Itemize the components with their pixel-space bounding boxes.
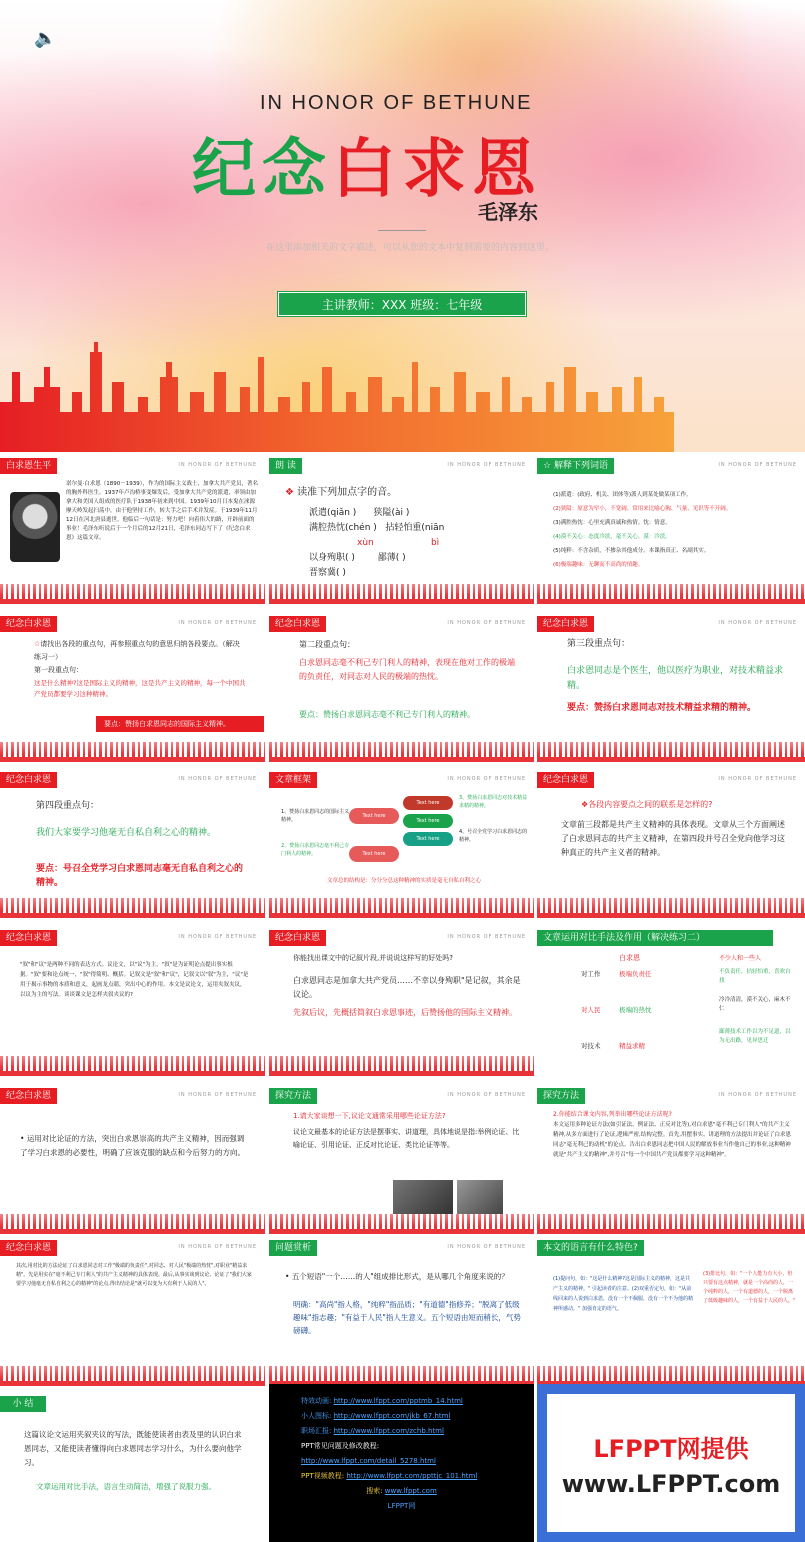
footer-skyline: [269, 1056, 534, 1076]
slide-tag: IN HONOR OF BETHUNE: [447, 1092, 526, 1098]
slide-method-2[interactable]: [537, 1088, 805, 1234]
para1-sub: 第一段重点句：: [34, 666, 83, 674]
row-label: 对技术: [581, 1042, 601, 1050]
fragment-question: 你能找出课文中的记叙片段,并说说这样写的好处吗?: [293, 954, 453, 962]
slide-summary[interactable]: [0, 1396, 265, 1542]
link-video[interactable]: http://www.lfppt.com/ppttjc_101.html: [346, 1472, 478, 1480]
slide-header: 小 结: [0, 1396, 46, 1412]
slide-tag: IN HONOR OF BETHUNE: [178, 462, 257, 468]
slide-tag: IN HONOR OF BETHUNE: [178, 620, 257, 626]
slide-tag: IN HONOR OF BETHUNE: [178, 1244, 257, 1250]
slide-narrative-fragment[interactable]: [269, 930, 534, 1076]
slide-header: 纪念白求恩: [537, 616, 594, 632]
slide-header: 问题赏析: [269, 1240, 317, 1256]
slide-tag: IN HONOR OF BETHUNE: [447, 1244, 526, 1250]
connection-question: ❖各段内容要点之间的联系是怎样的?: [581, 800, 713, 809]
para2-sub: 第二段重点句：: [299, 640, 355, 649]
footer-skyline: [0, 584, 265, 604]
link-label: 职场汇报:: [301, 1427, 332, 1435]
diagram-box: Text here: [349, 808, 399, 824]
para2-point: 要点：赞扬白求恩同志毫不利己专门利人的精神。: [299, 710, 475, 719]
link-label: 小人图标:: [301, 1412, 332, 1420]
diagram-box: Text here: [403, 796, 453, 810]
col-header-bethune: 白求恩: [619, 954, 640, 962]
slide-para3[interactable]: [537, 616, 805, 762]
para4-sub: 第四段重点句：: [36, 801, 100, 811]
para3-sub: 第三段重点句：: [567, 639, 631, 649]
slide-narrative-argument[interactable]: [0, 930, 265, 1076]
row-label: 对工作: [581, 970, 601, 978]
slide-tag: IN HONOR OF BETHUNE: [718, 620, 797, 626]
slide-tag: IN HONOR OF BETHUNE: [447, 620, 526, 626]
row-others: 不负责任，拈轻怕重，喜欢自找: [719, 969, 791, 984]
method2-body: 本文运用多种论证方法(如引证法、例证法、正反对比等),对白求恩"毫不利己专门利人"的共产主义精神,从多方面进行了论证,逻辑严密,结构完整。首先,用摆事实、讲道理的方法提出并论证了白求恩同志"毫无利己的动机"的论点。告出白求恩同志把中国人民的解放事业当作他自己的事业,这种精神就是"共产主义的精神",并号召"每一个中国共产党员都要学习这种精神"。: [553, 1122, 791, 1158]
bio-text: 诺尔曼·白求恩（1890－1939），作为的国际主义战士，加拿大共产党员，著名的胸外科医生。1937年卢沟桥事变爆发后，受加拿大共产党的派遣，率领由加拿大和美国人组成的医疗队于1938年初来到中国。1939年10月日本鬼在涞源摩天岭发起扫荡中，由于他坚持工作，转大手之后手术并发症。于1939年11月12日在河北唐县逝世。他临后一句话是：努力吧！向着伟大的路，开辟前面的事业！毛泽东听说后于一个月后的12月21日，毛泽东同志写下了《纪念白求恩》这篇文章。: [66, 481, 258, 541]
slide-header: 纪念白求恩: [537, 772, 594, 788]
summary-body: 这篇议论文运用夹叙夹议的写法，既能使读者由表及里的认识白求恩同志，又能使读者懂得向白求恩同志学习什么，为什么要向他学习。: [24, 1430, 242, 1467]
title-part-green: 纪念: [192, 132, 332, 207]
summary-body2: 文章运用对比手法，语言生动简洁，增强了说服力强。: [36, 1482, 216, 1491]
slide-tag: IN HONOR OF BETHUNE: [178, 934, 257, 940]
slide-tag: IN HONOR OF BETHUNE: [718, 462, 797, 468]
para1-point: 要点：赞扬白求恩同志的国际主义精神。: [96, 716, 264, 732]
slide-connection[interactable]: [537, 772, 805, 918]
row-bethune: 精益求精: [619, 1042, 645, 1050]
diagram-box: Text here: [349, 846, 399, 862]
narrative-body: "叙"和"议"是两种不同的表达方式。议论文，以"议"为主，"叙"是为证明论点提出事实根据。"叙"要和论点统一，"叙"得简明、概括。记叙文是"叙"和"议"，记叙文以"叙"为主，"议"是用于揭示事物的本质和意义，起画龙点睛，突出中心的作用。本文是议论文，运用夹叙夹议，以议为主的写法。谈谈课文是怎样夹叙夹议的?: [20, 962, 249, 998]
diagram-box: Text here: [403, 832, 453, 846]
english-title: IN HONOR OF BETHUNE: [260, 92, 533, 114]
para4-point: 要点：号召全党学习白求恩同志毫无自私自利之心的精神。: [36, 864, 244, 888]
slide-vocabulary[interactable]: [537, 458, 805, 604]
framework-point-3: 3、赞扬白求恩同志对技术精益求精的精神。: [459, 795, 528, 809]
footer-skyline: [269, 742, 534, 762]
framework-point-4: 4、号召全党学习白求恩同志的精神。: [459, 829, 528, 843]
method-question: 1.请大家谈想一下,议论文通常采用哪些论证方法?: [293, 1112, 446, 1120]
slide-question-analysis[interactable]: [269, 1240, 534, 1386]
footer-skyline: [269, 898, 534, 918]
link-search[interactable]: www.lfppt.com: [384, 1487, 437, 1495]
link-icons[interactable]: http://www.lfppt.com/jkb_67.html: [333, 1412, 451, 1420]
link-label: 特效动画:: [301, 1397, 332, 1405]
footer-skyline: [0, 898, 265, 918]
lfppt-ad-panel: [537, 1384, 805, 1542]
question-body: • 五个短语"一个……的人"组成排比形式，是从哪几个角度来说的？: [285, 1272, 509, 1281]
question-answer: 明确："高尚"指人格，"纯粹"指品质；"有道德"指修养；"脱离了低级趣味"指志趣；"有益于人民"指人生意义。五个短语由短而稍长，气势磅礴。: [293, 1300, 521, 1335]
contrast-summary-body: • 运用对比论证的方法，突出白求恩崇高的共产主义精神，因而强调了学习白求恩的必要性，明确了应该克服的缺点和今后努力的方向。: [20, 1134, 245, 1157]
slide-framework[interactable]: [269, 772, 534, 918]
reading-list: 派遣(qiǎn ) 狭隘(ài ) 满腔热忱(chén ) 拈轻怕重(niān xùn bì 以身殉职( ) 鄙薄( ) 晋察冀( ): [309, 508, 445, 578]
reading-question: ❖ 读准下列加点字的音。: [285, 487, 398, 498]
title-slide: [0, 0, 805, 452]
method2-question: 2.你能结合课文内容,列举出哪些论证方法呢?: [553, 1111, 672, 1118]
slide-tag: IN HONOR OF BETHUNE: [178, 1092, 257, 1098]
para4-quote: 我们大家要学习他毫无自私自利之心的精神。: [36, 828, 217, 838]
title-part-red: 白求恩: [332, 132, 542, 207]
para3-quote: 白求恩同志是个医生，他以医疗为职业，对技术精益求精。: [567, 666, 784, 691]
link-faq-label: PPT常见问题及修改教程:: [301, 1442, 380, 1450]
ad-line-1: LFPPT网提供: [593, 1434, 749, 1463]
slide-header: 纪念白求恩: [0, 930, 57, 946]
fragment-answer: 先叙后议，先概括简叙白求恩事迹，后赞扬他的国际主义精神。: [293, 1008, 517, 1017]
site-name: LFPPT网: [387, 1502, 416, 1510]
speaker-icon[interactable]: 🔈: [34, 28, 57, 49]
slide-header: 纪念白求恩: [269, 616, 326, 632]
slide-header: 纪念白求恩: [0, 616, 57, 632]
slide-para4[interactable]: [0, 772, 265, 918]
slide-tag: IN HONOR OF BETHUNE: [718, 1092, 797, 1098]
slide-header: 纪念白求恩: [0, 1088, 57, 1104]
slide-header: 朗 读: [269, 458, 302, 474]
slide-header: 探究方法: [269, 1088, 317, 1104]
slide-para1[interactable]: [0, 616, 265, 762]
footer-skyline: [269, 584, 534, 604]
row-others: 鄙薄技术工作以为不足道，以为无出路，见异思迁: [719, 1029, 791, 1044]
slide-header: 文章运用对比手法及作用（解决练习二）: [537, 930, 773, 946]
footer-skyline: [0, 1056, 265, 1076]
footer-skyline: [537, 1366, 805, 1386]
row-others: 冷冷清清，漠不关心，麻木不仁: [719, 997, 791, 1012]
para1-question: ☆请找出各段的重点句，再参照重点句的意思归纳各段要点。（解决练习一）: [34, 640, 240, 661]
slide-reading[interactable]: [269, 458, 534, 604]
language-left: (1)提问句，如："这是什么精神?这是国际主义的精神，这是共产主义的精神。" 引起读者的注意。(2)双重否定句，如："从前线回来的人说到白求恩，没有一个不佩服，没有一个不为他的精神所感动。" 加强肯定的语气。: [553, 1276, 694, 1312]
slide-method-1[interactable]: [269, 1088, 534, 1234]
language-right: (3)排比句，如："一个人能力有大小，但只要有这点精神，就是一个高尚的人，一个纯粹的人，一个有道德的人，一个脱离了低级趣味的人，一个有益于人民的人。": [703, 1271, 796, 1304]
slide-header: 本文的语言有什么特色?: [537, 1240, 644, 1256]
slide-bethune-bio[interactable]: [0, 458, 265, 604]
slide-language-features[interactable]: [537, 1240, 805, 1386]
argument-body: 其次,用对比的方法论证了白求恩同志对工作"极端的负责任",对同志、对人民"极端的热忱",对职业"精益求精"。先是用实在"毫不利己专门利人"的共产主义精神的具体表现。最后,从事实谈到议论、论证了"我们大家要学习他毫无自私自利之心的精神"的论点,得出结论是"就可以变为大有利于人民的人"。: [16, 1263, 252, 1287]
link-reports[interactable]: http://www.lfppt.com/zchb.html: [333, 1427, 444, 1435]
method-body: 议论文最基本的论证方法是摆事实、讲道理，具体地说是指:举例论证、比喻论证、引用论证、正反对比论证、类比论证等等。: [293, 1128, 520, 1149]
photo-2: [457, 1180, 503, 1214]
slide-header: 纪念白求恩: [0, 772, 57, 788]
framework-point-1: 1、赞扬白求恩同志的国际主义精神。: [281, 809, 350, 823]
footer-skyline: [537, 584, 805, 604]
footer-skyline: [0, 1366, 265, 1386]
framework-point-2: 2、赞扬白求恩同志毫不利己专门利人的精神。: [281, 843, 350, 857]
row-label: 对人民: [581, 1006, 601, 1014]
footer-skyline: [269, 1214, 534, 1234]
para2-quote: 白求恩同志毫不利己专门利人的精神，表现在他对工作的极端的负责任，对同志对人民的极端的热忱。: [299, 658, 515, 681]
footer-skyline: [0, 1214, 265, 1234]
slide-tag: IN HONOR OF BETHUNE: [178, 776, 257, 782]
placeholder-text: 在这里添加相关的文字描述，可以从您的文本中复制需要的内容到这里。: [265, 243, 554, 253]
slide-header: 文章框架: [269, 772, 317, 788]
slide-para2[interactable]: [269, 616, 534, 762]
slide-tag: IN HONOR OF BETHUNE: [447, 462, 526, 468]
ad-url[interactable]: www.LFPPT.com: [561, 1469, 781, 1498]
divider: [378, 230, 426, 231]
bethune-portrait: [10, 492, 60, 562]
slide-header: 纪念白求恩: [269, 930, 326, 946]
slide-header: 纪念白求恩: [0, 1240, 57, 1256]
footer-skyline: [537, 742, 805, 762]
link-faq[interactable]: http://www.lfppt.com/detail_5278.html: [301, 1457, 436, 1465]
city-skyline-graphic: [0, 342, 805, 452]
framework-summary: 文章总的结构是：分分分总这种精神的实质是毫无自私自利之心: [326, 878, 481, 884]
link-animations[interactable]: http://www.lfppt.com/pptmb_14.html: [333, 1397, 463, 1405]
slide-contrast-summary[interactable]: [0, 1088, 265, 1234]
link-label: 搜索:: [366, 1487, 383, 1495]
teacher-bar: 主讲教师：XXX 班级：七年级: [278, 292, 526, 316]
slide-tag: IN HONOR OF BETHUNE: [718, 776, 797, 782]
para1-quote: 这是什么精神?这是国际主义的精神，这是共产主义的精神，每一个中国共产党员都要学习这种精神。: [34, 679, 246, 698]
connection-body: 文章前三段都是共产主义精神的具体表现。文章从三个方面阐述了白求恩同志的共产主义精神，在第四段并号召全党向他学习这种真正的共产主义者的精神。: [561, 820, 785, 857]
slide-header: ☆ 解释下列词语: [537, 458, 614, 474]
link-label: PPT视频教程:: [301, 1472, 345, 1480]
col-header-others: 不少人和一些人: [719, 955, 762, 962]
slide-header: 探究方法: [537, 1088, 585, 1104]
slide-tag: IN HONOR OF BETHUNE: [447, 776, 526, 782]
vocab-list: (1)派遣：(政府、机关、团体等)派人到某处做某项工作。 (2)狭隘：原意为窄小，不宽阔。常用来比喻心胸、气量、见识等不开阔。 (3)满腔热忱：心里充满真诚和热情。忱：情意。 (4)漠不关心：态度冷淡，毫不关心。漠：冷淡。 (5)纯粹：不含杂质，不掺杂其他成分。本课指真正、名副其实。 (6)极端趣味：无聊而不高尚的情趣。: [553, 492, 732, 568]
slide-tag: IN HONOR OF BETHUNE: [447, 934, 526, 940]
fragment-body: 白求恩同志是加拿大共产党员……不幸以身殉职"是记叙，其余是议论。: [293, 976, 521, 999]
footer-skyline: [269, 1366, 534, 1386]
slide-header: 白求恩生平: [0, 458, 57, 474]
slide-argument-detail[interactable]: [0, 1240, 265, 1386]
resource-links-panel: [269, 1384, 534, 1542]
diagram-box: Text here: [403, 814, 453, 828]
row-bethune: 极端负责任: [619, 970, 652, 978]
row-bethune: 极端的热忱: [619, 1006, 652, 1014]
slide-contrast-table[interactable]: [537, 930, 805, 1076]
footer-skyline: [0, 742, 265, 762]
author: 毛泽东: [478, 200, 538, 224]
para3-point: 要点：赞扬白求恩同志对技术精益求精的精神。: [567, 703, 757, 713]
photo-1: [393, 1180, 453, 1214]
footer-skyline: [537, 1214, 805, 1234]
footer-skyline: [537, 898, 805, 918]
